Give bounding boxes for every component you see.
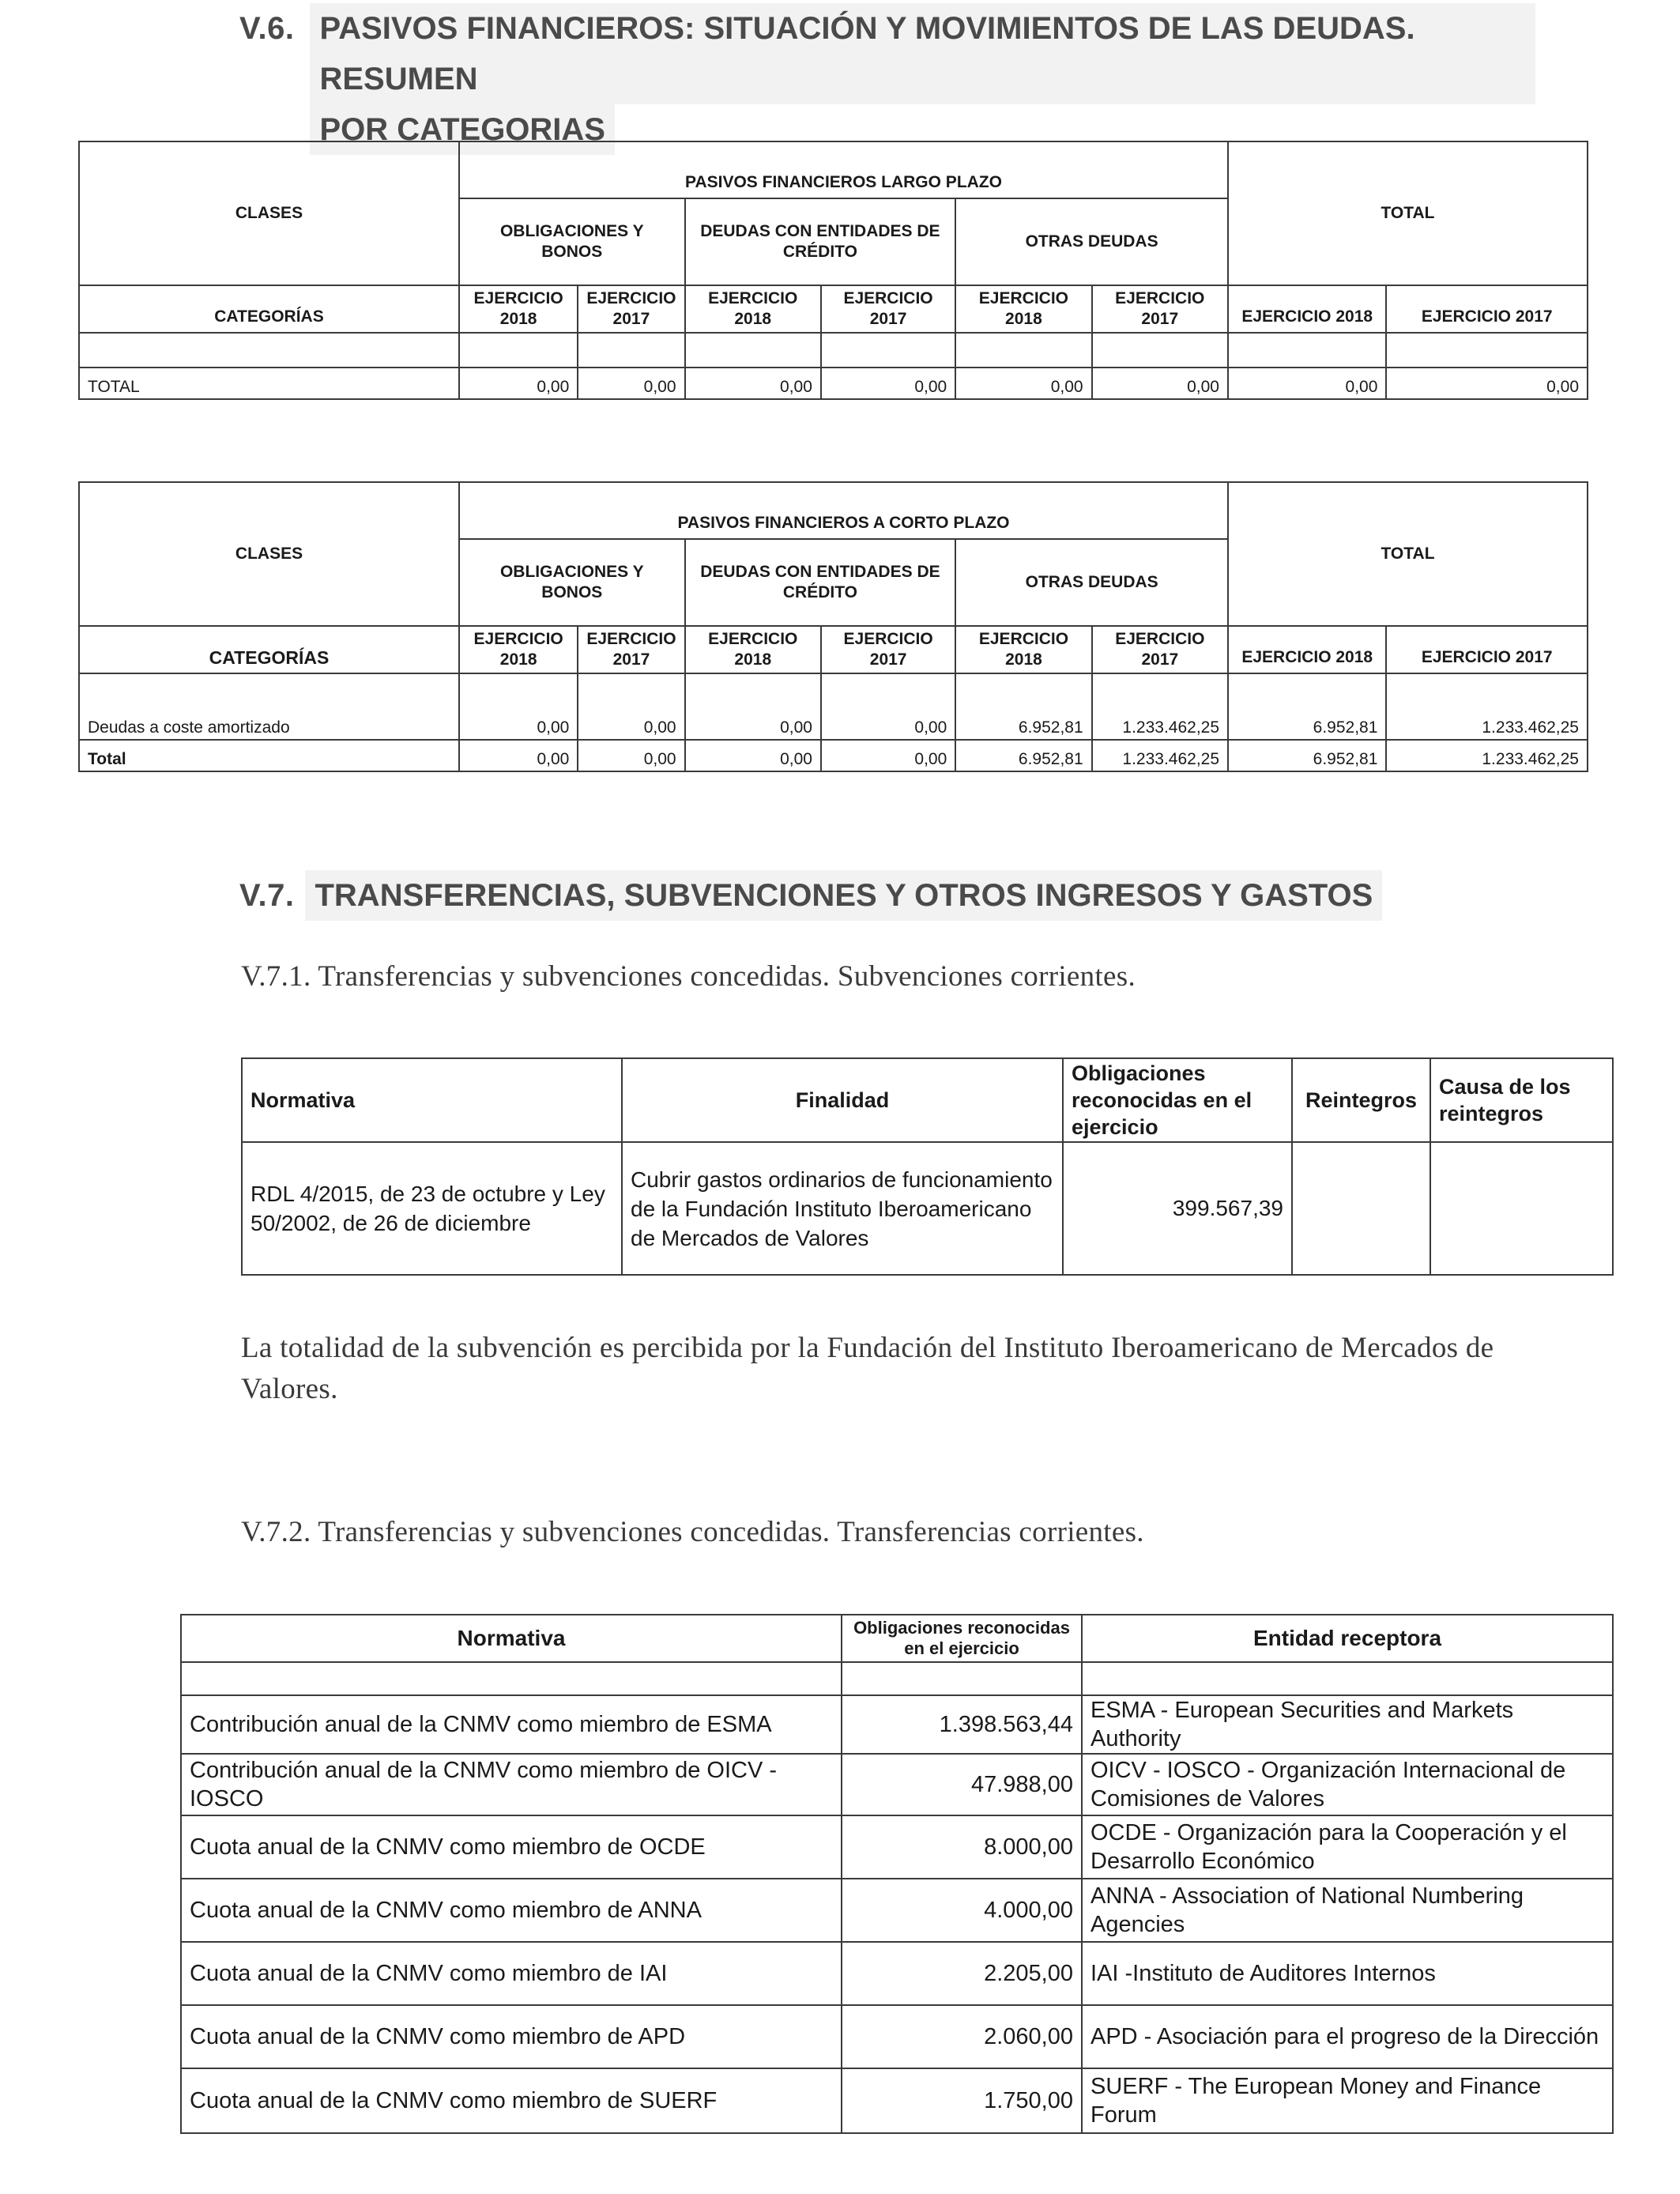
header-obligaciones: OBLIGACIONES Y BONOS — [459, 198, 685, 285]
table-corto-plazo — [78, 481, 1588, 772]
cell-normativa: RDL 4/2015, de 23 de octubre y Ley 50/2002, de 26 de diciembre — [242, 1142, 622, 1275]
cell-obligaciones: 399.567,39 — [1063, 1142, 1292, 1275]
header-group: PASIVOS FINANCIEROS LARGO PLAZO — [459, 141, 1228, 198]
header-clases: CLASES — [79, 141, 459, 285]
header-normativa: Normativa — [242, 1058, 622, 1142]
header-ej2018: EJERCICIO 2018 — [1228, 285, 1386, 333]
header-ej2017: EJERCICIO 2017 — [578, 285, 684, 333]
paragraph-subvencion: La totalidad de la subvención es percibida por la Fundación del Instituto Iberoamericano de Mercados de Valores. — [241, 1332, 1494, 1405]
cell-importe: 47.988,00 — [842, 1754, 1082, 1815]
cell-normativa: Cuota anual de la CNMV como miembro de IAI — [181, 1942, 842, 2005]
row-label: TOTAL — [79, 368, 459, 399]
header-ej2018: EJERCICIO 2018 — [459, 626, 578, 673]
table-transferencias — [180, 1614, 1614, 2134]
cell-finalidad: Cubrir gastos ordinarios de funcionamiento de la Fundación Instituto Iberoamericano de Mercados de Valores — [622, 1142, 1063, 1275]
cell-value: 1.233.462,25 — [1092, 673, 1228, 740]
header-obligaciones: OBLIGACIONES Y BONOS — [459, 539, 685, 626]
cell-value: 0,00 — [1386, 368, 1588, 399]
header-ej2018: EJERCICIO 2018 — [955, 285, 1091, 333]
cell-value — [955, 333, 1091, 368]
table-row — [181, 1815, 1613, 1879]
table-row — [181, 1662, 1613, 1695]
cell-importe: 2.205,00 — [842, 1942, 1082, 2005]
cell-normativa: Cuota anual de la CNMV como miembro de OCDE — [181, 1815, 842, 1879]
header-ej2018: EJERCICIO 2018 — [459, 285, 578, 333]
table-subvenciones — [241, 1057, 1614, 1276]
header-total: TOTAL — [1228, 141, 1588, 285]
cell-entidad: OICV - IOSCO - Organización Internacional de Comisiones de Valores — [1082, 1754, 1613, 1815]
cell-importe: 2.060,00 — [842, 2005, 1082, 2068]
cell-value — [1228, 333, 1386, 368]
header-total: TOTAL — [1228, 482, 1588, 626]
header-deudas-credito: DEUDAS CON ENTIDADES DE CRÉDITO — [685, 539, 956, 626]
header-obligaciones: Obligaciones reconocidas en el ejercicio — [842, 1615, 1082, 1662]
table-row — [181, 1695, 1613, 1754]
cell-value: 0,00 — [578, 740, 684, 771]
row-label — [79, 333, 459, 368]
cell-importe: 4.000,00 — [842, 1879, 1082, 1942]
subheading-v72: V.7.2. Transferencias y subvenciones concedidas. Transferencias corrientes. — [241, 1516, 1144, 1548]
cell-value: 0,00 — [821, 740, 955, 771]
table-row — [242, 1142, 1613, 1275]
cell-normativa: Contribución anual de la CNMV como miembro de OICV - IOSCO — [181, 1754, 842, 1815]
subheading-v71: V.7.1. Transferencias y subvenciones concedidas. Subvenciones corrientes. — [241, 960, 1136, 993]
header-categorias: CATEGORÍAS — [79, 285, 459, 333]
cell-value: 0,00 — [1228, 368, 1386, 399]
header-ej2017: EJERCICIO 2017 — [1092, 626, 1228, 673]
section-title-line2: POR CATEGORIAS — [310, 104, 615, 155]
section-title: TRANSFERENCIAS, SUBVENCIONES Y OTROS INGRESOS Y GASTOS — [305, 870, 1382, 921]
cell-value — [459, 333, 578, 368]
cell-entidad — [1082, 1662, 1613, 1695]
cell-value: 0,00 — [459, 740, 578, 771]
cell-reintegros — [1292, 1142, 1430, 1275]
cell-normativa: Cuota anual de la CNMV como miembro de SUERF — [181, 2068, 842, 2133]
cell-value — [578, 333, 684, 368]
cell-value: 0,00 — [955, 368, 1091, 399]
header-deudas-credito: DEUDAS CON ENTIDADES DE CRÉDITO — [685, 198, 956, 285]
header-ej2017: EJERCICIO 2017 — [1386, 626, 1588, 673]
cell-value: 0,00 — [578, 673, 684, 740]
cell-causa — [1430, 1142, 1613, 1275]
header-categorias: CATEGORÍAS — [79, 626, 459, 673]
section-number: V.7. — [239, 878, 295, 913]
cell-value: 0,00 — [459, 673, 578, 740]
cell-value — [1092, 333, 1228, 368]
cell-value: 0,00 — [685, 368, 821, 399]
cell-value: 1.233.462,25 — [1092, 740, 1228, 771]
cell-value: 0,00 — [821, 368, 955, 399]
cell-entidad: ANNA - Association of National Numbering Agencies — [1082, 1879, 1613, 1942]
header-ej2018: EJERCICIO 2018 — [685, 626, 821, 673]
cell-importe: 1.750,00 — [842, 2068, 1082, 2133]
header-ej2017: EJERCICIO 2017 — [1092, 285, 1228, 333]
cell-importe — [842, 1662, 1082, 1695]
header-ej2017: EJERCICIO 2017 — [578, 626, 684, 673]
cell-entidad: IAI -Instituto de Auditores Internos — [1082, 1942, 1613, 2005]
cell-entidad: APD - Asociación para el progreso de la Dirección — [1082, 2005, 1613, 2068]
cell-value: 0,00 — [1092, 368, 1228, 399]
cell-entidad: ESMA - European Securities and Markets Authority — [1082, 1695, 1613, 1754]
section-v6-heading — [239, 3, 1535, 155]
header-ej2018: EJERCICIO 2018 — [685, 285, 821, 333]
header-normativa: Normativa — [181, 1615, 842, 1662]
table-row — [181, 2068, 1613, 2133]
cell-entidad: SUERF - The European Money and Finance Forum — [1082, 2068, 1613, 2133]
cell-value: 6.952,81 — [955, 740, 1091, 771]
header-otras-deudas: OTRAS DEUDAS — [955, 198, 1228, 285]
cell-value: 0,00 — [685, 673, 821, 740]
cell-value: 0,00 — [578, 368, 684, 399]
header-finalidad: Finalidad — [622, 1058, 1063, 1142]
header-ej2018: EJERCICIO 2018 — [955, 626, 1091, 673]
header-ej2017: EJERCICIO 2017 — [821, 626, 955, 673]
section-number: V.6. — [239, 11, 295, 46]
cell-entidad: OCDE - Organización para la Cooperación y el Desarrollo Económico — [1082, 1815, 1613, 1879]
row-label: Deudas a coste amortizado — [79, 673, 459, 740]
cell-value — [1386, 333, 1588, 368]
table-row — [181, 1879, 1613, 1942]
header-otras-deudas: OTRAS DEUDAS — [955, 539, 1228, 626]
header-entidad: Entidad receptora — [1082, 1615, 1613, 1662]
row-label: Total — [79, 740, 459, 771]
header-ej2018: EJERCICIO 2018 — [1228, 626, 1386, 673]
header-reintegros: Reintegros — [1292, 1058, 1430, 1142]
cell-value: 1.233.462,25 — [1386, 673, 1588, 740]
header-ej2017: EJERCICIO 2017 — [821, 285, 955, 333]
header-ej2017: EJERCICIO 2017 — [1386, 285, 1588, 333]
table-row — [79, 333, 1588, 368]
table-row-total — [79, 740, 1588, 771]
header-clases: CLASES — [79, 482, 459, 626]
cell-value: 6.952,81 — [955, 673, 1091, 740]
table-row — [181, 1754, 1613, 1815]
table-row — [181, 2005, 1613, 2068]
table-row — [79, 673, 1588, 740]
header-obligaciones: Obligaciones reconocidas en el ejercicio — [1063, 1058, 1292, 1142]
cell-value: 0,00 — [459, 368, 578, 399]
table-row — [181, 1942, 1613, 2005]
cell-normativa: Cuota anual de la CNMV como miembro de ANNA — [181, 1879, 842, 1942]
cell-value: 6.952,81 — [1228, 673, 1386, 740]
header-causa-reintegros: Causa de los reintegros — [1430, 1058, 1613, 1142]
cell-importe: 1.398.563,44 — [842, 1695, 1082, 1754]
cell-normativa: Contribución anual de la CNMV como miembro de ESMA — [181, 1695, 842, 1754]
cell-value — [685, 333, 821, 368]
cell-value: 6.952,81 — [1228, 740, 1386, 771]
cell-value: 0,00 — [821, 673, 955, 740]
table-largo-plazo — [78, 141, 1588, 400]
header-group: PASIVOS FINANCIEROS A CORTO PLAZO — [459, 482, 1228, 539]
cell-normativa: Cuota anual de la CNMV como miembro de APD — [181, 2005, 842, 2068]
table-row-total — [79, 368, 1588, 399]
cell-importe: 8.000,00 — [842, 1815, 1082, 1879]
section-title-line1: PASIVOS FINANCIEROS: SITUACIÓN Y MOVIMIENTOS DE LAS DEUDAS. RESUMEN — [310, 3, 1535, 104]
section-v7-heading — [239, 870, 1551, 921]
cell-value — [821, 333, 955, 368]
cell-value: 1.233.462,25 — [1386, 740, 1588, 771]
cell-value: 0,00 — [685, 740, 821, 771]
cell-normativa — [181, 1662, 842, 1695]
